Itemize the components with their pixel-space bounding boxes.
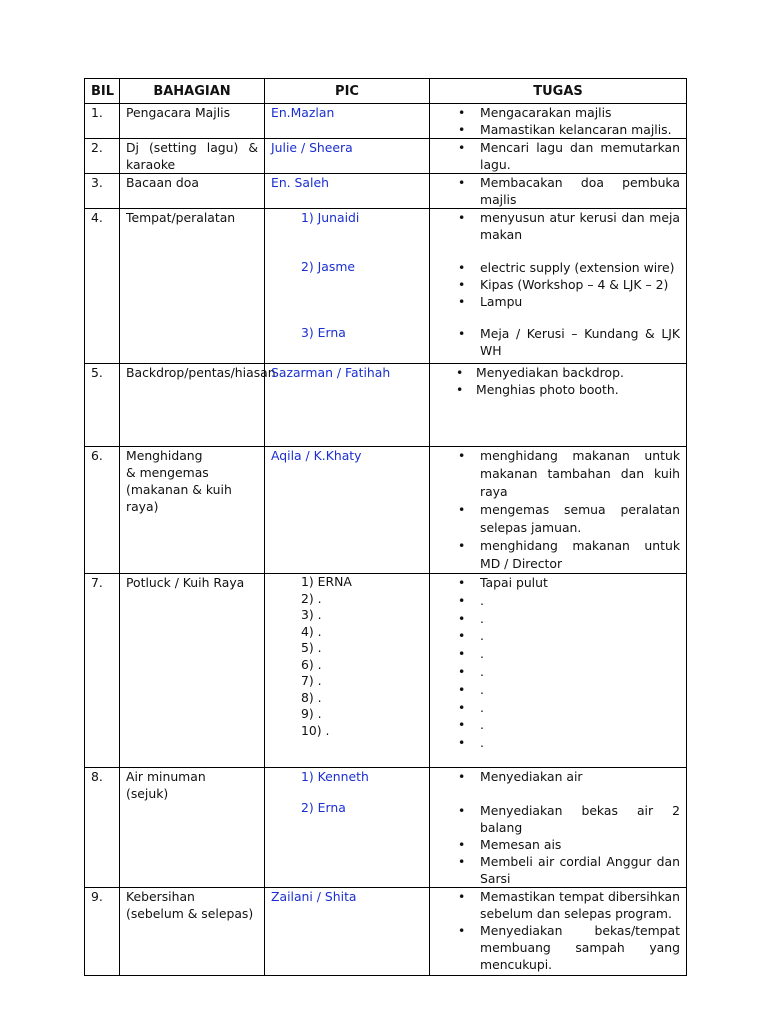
tugas-item: • Menghias photo booth. [436, 381, 680, 398]
pic-name: Zailani / Shita [271, 889, 357, 904]
tugas-item: • . [436, 645, 680, 663]
pic-slot: 1) ERNA [301, 574, 352, 589]
tugas-item: • menyusun atur kerusi dan meja makan [436, 209, 680, 243]
bil-cell: 2. [85, 139, 120, 174]
bil-cell: 8. [85, 768, 120, 888]
table-row [85, 888, 687, 976]
tugas-item: • Meja / Kerusi – Kundang & LJK WH [436, 325, 680, 359]
bahagian-text: Menghidang [126, 448, 203, 463]
bil-cell: 5. [85, 364, 120, 447]
bil-cell: 7. [85, 574, 120, 768]
pic-name: Sazarman / Fatihah [271, 365, 391, 380]
bahagian-text: Potluck / Kuih Raya [126, 575, 245, 590]
pic-cell [265, 447, 430, 574]
pic-name: En. Saleh [271, 175, 329, 190]
tugas-item: • . [436, 716, 680, 734]
pic-cell [265, 139, 430, 174]
tugas-cell [430, 209, 687, 364]
tugas-cell [430, 768, 687, 888]
tugas-cell [430, 364, 687, 447]
tugas-item: • menghidang makanan untuk makanan tambahan dan kuih raya [436, 447, 680, 501]
pic-slot: 4) . [301, 623, 322, 639]
bahagian-text: Bacaan doa [126, 175, 199, 190]
pic-cell [265, 174, 430, 209]
pic-name: Aqila / K.Khaty [271, 448, 362, 463]
tugas-item: • . [436, 681, 680, 699]
tugas-item: • menghidang makanan untuk MD / Director [436, 537, 680, 573]
pic-name: 2) Erna [301, 800, 346, 815]
bahagian-cell [120, 574, 265, 768]
header-bil: BIL [85, 79, 120, 104]
table-header-row [85, 79, 687, 104]
table-row [85, 574, 687, 768]
tugas-cell [430, 174, 687, 209]
tugas-item: • Mencari lagu dan memutarkan lagu. [436, 139, 680, 173]
bahagian-text: (sebelum & selepas) [126, 906, 254, 921]
tugas-item: • Tapai pulut [436, 574, 680, 592]
pic-name: 1) Junaidi [301, 210, 360, 225]
tugas-item: • . [436, 663, 680, 681]
tugas-item: • Membacakan doa pembuka majlis [436, 174, 680, 208]
pic-name: En.Mazlan [271, 105, 335, 120]
table-row [85, 209, 687, 364]
tugas-item: • Menyediakan air [436, 768, 680, 785]
table-row [85, 364, 687, 447]
table-row [85, 447, 687, 574]
tugas-item: • electric supply (extension wire) [436, 259, 680, 276]
bahagian-cell [120, 209, 265, 364]
tugas-item: • Memesan ais [436, 836, 680, 853]
tugas-cell [430, 574, 687, 768]
pic-name: 2) Jasme [301, 259, 356, 274]
tugas-item: • Memastikan tempat dibersihkan sebelum dan selepas program. [436, 888, 680, 922]
tugas-item: • . [436, 699, 680, 717]
tugas-item: • . [436, 592, 680, 610]
bahagian-text: & mengemas [126, 465, 209, 480]
pic-slot: 8) . [301, 689, 322, 705]
tugas-cell [430, 888, 687, 976]
bil-cell: 6. [85, 447, 120, 574]
bahagian-text: (sejuk) [126, 786, 169, 801]
bahagian-text: Backdrop/pentas/hiasan [126, 365, 276, 380]
task-table [84, 78, 687, 976]
tugas-item: • . [436, 627, 680, 645]
pic-slot: 9) . [301, 706, 322, 721]
header-pic: PIC [265, 79, 430, 104]
pic-cell [265, 768, 430, 888]
tugas-cell [430, 104, 687, 139]
pic-slot: 3) . [301, 607, 322, 622]
tugas-item: • . [436, 734, 680, 752]
tugas-item: • mengemas semua peralatan selepas jamuan. [436, 501, 680, 537]
tugas-item: • Menyediakan bekas air 2 balang [436, 802, 680, 836]
tugas-cell [430, 139, 687, 174]
bahagian-cell [120, 104, 265, 139]
pic-cell [265, 574, 430, 768]
pic-name: 3) Erna [301, 325, 346, 340]
pic-name: 1) Kenneth [301, 769, 369, 784]
pic-cell [265, 364, 430, 447]
bahagian-text: Dj (setting lagu) & karaoke [126, 140, 258, 172]
bil-cell: 1. [85, 104, 120, 139]
bahagian-text: Tempat/peralatan [126, 210, 236, 225]
pic-slot: 7) . [301, 673, 322, 688]
bahagian-cell [120, 139, 265, 174]
bahagian-cell [120, 447, 265, 574]
bahagian-text: Pengacara Majlis [126, 105, 231, 120]
header-tugas: TUGAS [430, 79, 687, 104]
bil-cell: 9. [85, 888, 120, 976]
tugas-cell [430, 447, 687, 574]
pic-cell [265, 209, 430, 364]
bil-cell: 4. [85, 209, 120, 364]
bahagian-cell [120, 768, 265, 888]
bil-cell: 3. [85, 174, 120, 209]
pic-slot: 6) . [301, 656, 322, 672]
bahagian-text: (makanan & kuih raya) [126, 482, 232, 514]
pic-slot: 5) . [301, 640, 322, 655]
tugas-item: • Kipas (Workshop – 4 & LJK – 2) [436, 276, 680, 293]
pic-name: Julie / Sheera [271, 140, 353, 155]
bahagian-cell [120, 174, 265, 209]
tugas-item: • Lampu [436, 293, 680, 310]
table-row [85, 768, 687, 888]
table-row [85, 139, 687, 174]
tugas-item: • Menyediakan backdrop. [436, 364, 680, 381]
tugas-item: • Mamastikan kelancaran majlis. [436, 121, 680, 138]
table-row [85, 174, 687, 209]
tugas-item: • Membeli air cordial Anggur dan Sarsi [436, 853, 680, 887]
table-row [85, 104, 687, 139]
bahagian-cell [120, 364, 276, 447]
pic-cell [265, 104, 430, 139]
pic-slot: 10) . [301, 722, 330, 738]
tugas-item: • Mengacarakan majlis [436, 104, 680, 121]
header-bahagian: BAHAGIAN [120, 79, 265, 104]
bahagian-cell [120, 888, 265, 976]
pic-cell [265, 888, 430, 976]
bahagian-text: Air minuman [126, 769, 206, 784]
pic-slot: 2) . [301, 590, 322, 606]
tugas-item: • Menyediakan bekas/tempat membuang sampah yang mencukupi. [436, 922, 680, 973]
tugas-item: • . [436, 610, 680, 628]
bahagian-text: Kebersihan [126, 889, 195, 904]
